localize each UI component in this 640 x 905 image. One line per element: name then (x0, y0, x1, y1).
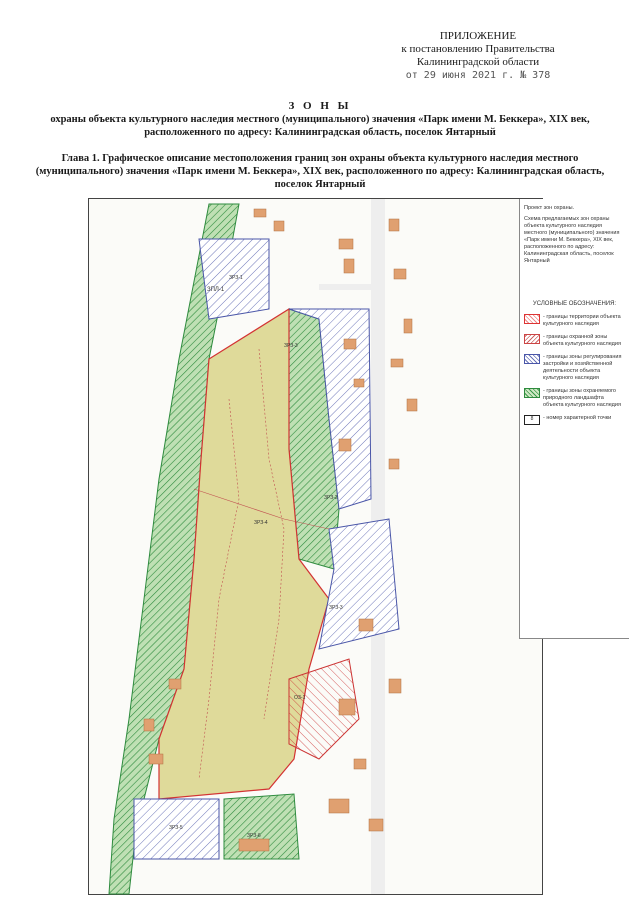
legend-label-protection: - границы охранной зоны объекта культурного наследия (543, 334, 621, 347)
landscape-swatch-icon (524, 388, 540, 398)
label-zpl1: ЗПЛ-1 (207, 287, 225, 293)
label-zrz2: ЗРЗ-2 (324, 495, 338, 501)
legend-project: Проект зон охраны. (524, 205, 575, 211)
appendix-header (358, 30, 598, 82)
legend-label-point: - номер характерной точки (543, 415, 612, 421)
region-name: Калининградской области (416, 56, 540, 68)
legend-scheme: Схема предлагаемых зон охраны объекта культурного наследия местного (муниципального) значения «Парк имени М. Беккера», XIX век, расположенного по адресу: Калининградская область, поселок Янтарный (524, 216, 620, 264)
chapter-title: Глава 1. Графическое описание местоположения границ зон охраны объекта культурного наследия местного (муниципального) значения «Парк имени М. Беккера», XIX век, расположенного по адресу: Калининградская область, поселок Янтарный (35, 153, 605, 190)
label-zrz3: ЗРЗ-3 (284, 343, 298, 349)
label-zrz5: ЗРЗ-5 (169, 825, 183, 831)
doc-title: З О Н Ы (288, 100, 352, 112)
map-legend (519, 199, 629, 639)
map-drawing (89, 199, 542, 894)
legend-label-regulation: - границы зоны регулирования застройки и хозяйственной деятельности объекта культурного наследия (543, 354, 622, 381)
date-number: от 29 июня 2021 г. № 378 (405, 70, 551, 81)
legend-row-regulation (524, 354, 625, 382)
side-road (319, 284, 379, 290)
doc-subtitle: охраны объекта культурного наследия местного (муниципального) значения «Парк имени М. Беккера», XIX век, расположенного по адресу: Калининградская область, поселок Янтарный (50, 114, 590, 138)
point-number-icon: 8 (524, 415, 540, 425)
regulation-swatch-icon (524, 354, 540, 364)
legend-row-protection (524, 334, 625, 348)
appendix-label: ПРИЛОЖЕНИЕ (439, 30, 517, 42)
legend-heading: УСЛОВНЫЕ ОБОЗНАЧЕНИЯ: (532, 301, 617, 307)
zone-map (88, 198, 622, 895)
legend-row-point (524, 415, 625, 425)
legend-label-landscape: - границы зоны охраняемого природного ландшафта объекта культурного наследия (543, 388, 621, 408)
legend-row-landscape (524, 388, 625, 409)
resolution-ref: к постановлению Правительства (401, 43, 555, 55)
label-zrz3b: ЗРЗ-3 (329, 605, 343, 611)
protection-swatch-icon (524, 334, 540, 344)
legend-label-territory: - границы территории объекта культурного наследия (543, 314, 621, 327)
territory-swatch-icon (524, 314, 540, 324)
legend-row-territory (524, 314, 625, 328)
label-oz1: ОЗ-1 (294, 695, 306, 701)
label-zrz6: ЗРЗ-6 (247, 833, 261, 839)
label-zrz4: ЗРЗ-4 (254, 520, 268, 526)
label-zrz1: ЗРЗ-1 (229, 275, 243, 281)
